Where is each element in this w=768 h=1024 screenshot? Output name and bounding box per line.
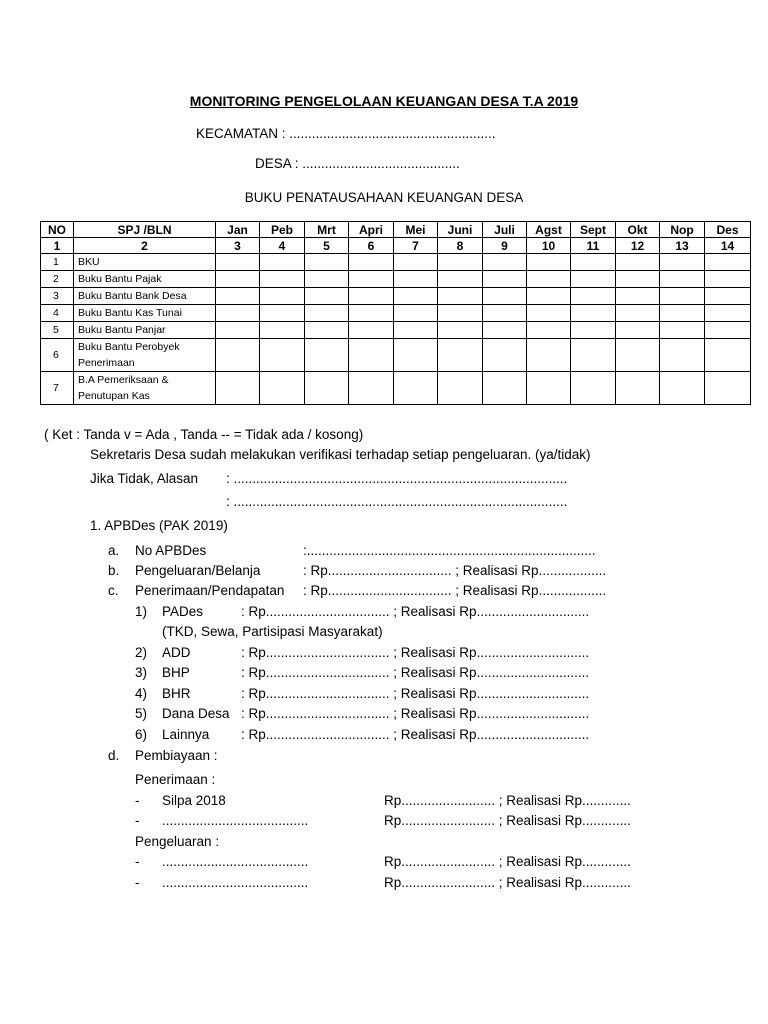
income-num: 2) [135, 645, 148, 660]
month-cell [260, 271, 305, 288]
col-number: 4 [260, 238, 305, 254]
month-cell [483, 271, 527, 288]
month-cell [483, 288, 527, 305]
financing-dash: - [135, 793, 140, 808]
row-label: B.A Pemeriksaan & Penutupan Kas [74, 372, 216, 405]
month-cell [616, 372, 660, 405]
month-cell [438, 305, 483, 322]
month-cell [660, 372, 705, 405]
month-cell [616, 254, 660, 271]
month-cell [660, 322, 705, 339]
table-title: BUKU PENATAUSAHAAN KEUANGAN DESA [244, 190, 524, 205]
month-cell [705, 322, 751, 339]
month-cell [260, 322, 305, 339]
col-number: 1 [41, 238, 74, 254]
month-cell [571, 288, 616, 305]
month-cell [483, 305, 527, 322]
verification-statement: Sekretaris Desa sudah melakukan verifikasi terhadap setiap pengeluaran. (ya/tidak) [90, 447, 591, 462]
financing-in-label: Penerimaan : [135, 772, 216, 787]
col-number: 9 [483, 238, 527, 254]
table-row [41, 372, 751, 405]
col-header: Des [705, 222, 751, 238]
row-number: 7 [41, 372, 74, 405]
col-number: 8 [438, 238, 483, 254]
apbdes-heading: 1. APBDes (PAK 2019) [90, 518, 228, 533]
month-cell [349, 372, 394, 405]
col-header: Jan [216, 222, 260, 238]
month-cell [394, 288, 438, 305]
month-cell [483, 372, 527, 405]
month-cell [394, 322, 438, 339]
month-cell [660, 271, 705, 288]
pades-note: (TKD, Sewa, Partisipasi Masyarakat) [162, 624, 383, 639]
month-cell [216, 372, 260, 405]
col-number: 7 [394, 238, 438, 254]
month-cell [394, 271, 438, 288]
col-header: NO [41, 222, 74, 238]
col-header: Apri [349, 222, 394, 238]
financing-out-label: Pengeluaran : [135, 834, 220, 849]
month-cell [216, 339, 260, 372]
col-header: Mei [394, 222, 438, 238]
month-cell [349, 305, 394, 322]
month-cell [571, 372, 616, 405]
col-header: Juli [483, 222, 527, 238]
month-cell [349, 271, 394, 288]
month-cell [705, 339, 751, 372]
monitoring-table [40, 221, 751, 405]
expenditure-label: Pengeluaran/Belanja [135, 563, 261, 578]
col-header: Mrt [305, 222, 349, 238]
reason-label: Jika Tidak, Alasan [90, 471, 199, 486]
table-row [41, 271, 751, 288]
item-letter: c. [108, 583, 119, 598]
income-num: 3) [135, 665, 148, 680]
month-cell [571, 339, 616, 372]
month-cell [438, 271, 483, 288]
col-header: Agst [527, 222, 571, 238]
month-cell [394, 254, 438, 271]
financing-dash: - [135, 813, 140, 828]
month-cell [571, 305, 616, 322]
month-cell [660, 305, 705, 322]
row-number: 5 [41, 322, 74, 339]
row-number: 1 [41, 254, 74, 271]
row-label: BKU [74, 254, 216, 271]
month-cell [260, 372, 305, 405]
month-cell [216, 305, 260, 322]
month-cell [527, 254, 571, 271]
month-cell [305, 339, 349, 372]
month-cell [483, 322, 527, 339]
col-header: Juni [438, 222, 483, 238]
row-number: 2 [41, 271, 74, 288]
month-cell [616, 339, 660, 372]
item-letter: d. [108, 748, 120, 763]
item-letter: a. [108, 543, 120, 558]
row-label: Buku Bantu Perobyek Penerimaan [74, 339, 216, 372]
income-value: : Rp................................. ; Realisasi Rp.............................. [241, 665, 590, 680]
row-label: Buku Bantu Panjar [74, 322, 216, 339]
month-cell [705, 271, 751, 288]
income-num: 1) [135, 604, 148, 619]
month-cell [394, 339, 438, 372]
financing-dash: - [135, 875, 140, 890]
income-value: : Rp................................. ; Realisasi Rp.............................. [241, 604, 590, 619]
col-header: Peb [260, 222, 305, 238]
month-cell [527, 305, 571, 322]
row-label: Buku Bantu Pajak [74, 271, 216, 288]
col-number: 11 [571, 238, 616, 254]
column-number-row [41, 238, 751, 254]
month-cell [616, 288, 660, 305]
financing-item-value: Rp......................... ; Realisasi Rp............. [384, 875, 631, 890]
col-header: Nop [660, 222, 705, 238]
month-cell [349, 288, 394, 305]
month-cell [260, 339, 305, 372]
income-value: : Rp................................. ; Realisasi Rp.............................. [241, 727, 590, 742]
col-header: Okt [616, 222, 660, 238]
reason-line: : ......................................................................................... [226, 494, 568, 509]
income-num: 4) [135, 686, 148, 701]
table-row [41, 322, 751, 339]
desa-line: DESA : .......................................... [255, 156, 460, 171]
month-cell [616, 305, 660, 322]
legend-note: ( Ket : Tanda v = Ada , Tanda -- = Tidak ada / kosong) [44, 427, 364, 442]
month-cell [394, 372, 438, 405]
month-cell [349, 339, 394, 372]
month-cell [616, 322, 660, 339]
month-cell [483, 254, 527, 271]
month-cell [216, 254, 260, 271]
month-cell [571, 271, 616, 288]
month-cell [260, 305, 305, 322]
table-row [41, 288, 751, 305]
month-cell [305, 271, 349, 288]
col-number: 3 [216, 238, 260, 254]
month-cell [660, 254, 705, 271]
month-cell [705, 288, 751, 305]
month-cell [394, 305, 438, 322]
col-number: 10 [527, 238, 571, 254]
income-label: PADes [162, 604, 204, 619]
row-number: 6 [41, 339, 74, 372]
financing-item-label: ....................................... [162, 813, 309, 828]
row-label: Buku Bantu Kas Tunai [74, 305, 216, 322]
col-header: SPJ /BLN [74, 222, 216, 238]
month-cell [438, 339, 483, 372]
apbdes-number-value: :............................................................................. [303, 543, 596, 558]
month-cell [260, 288, 305, 305]
table-header-row [41, 222, 751, 238]
col-number: 12 [616, 238, 660, 254]
income-label: ADD [162, 645, 191, 660]
financing-item-label: ....................................... [162, 854, 309, 869]
month-cell [216, 288, 260, 305]
month-cell [305, 305, 349, 322]
apbdes-number-label: No APBDes [135, 543, 207, 558]
month-cell [660, 339, 705, 372]
month-cell [305, 322, 349, 339]
income-num: 6) [135, 727, 148, 742]
col-header: Sept [571, 222, 616, 238]
revenue-label: Penerimaan/Pendapatan [135, 583, 285, 598]
financing-label: Pembiayaan : [135, 748, 218, 763]
month-cell [571, 322, 616, 339]
financing-item-label: Silpa 2018 [162, 793, 226, 808]
financing-item-value: Rp......................... ; Realisasi Rp............. [384, 854, 631, 869]
income-value: : Rp................................. ; Realisasi Rp.............................. [241, 706, 590, 721]
month-cell [527, 322, 571, 339]
row-label: Buku Bantu Bank Desa [74, 288, 216, 305]
col-number: 14 [705, 238, 751, 254]
income-value: : Rp................................. ; Realisasi Rp.............................. [241, 686, 590, 701]
month-cell [438, 254, 483, 271]
month-cell [527, 372, 571, 405]
income-label: BHR [162, 686, 191, 701]
month-cell [705, 305, 751, 322]
financing-item-value: Rp......................... ; Realisasi Rp............. [384, 813, 631, 828]
income-label: Lainnya [162, 727, 210, 742]
row-number: 4 [41, 305, 74, 322]
month-cell [216, 322, 260, 339]
row-number: 3 [41, 288, 74, 305]
month-cell [705, 254, 751, 271]
col-number: 2 [74, 238, 216, 254]
month-cell [438, 322, 483, 339]
income-label: Dana Desa [162, 706, 230, 721]
month-cell [349, 254, 394, 271]
month-cell [216, 271, 260, 288]
table-row [41, 254, 751, 271]
month-cell [305, 254, 349, 271]
month-cell [527, 288, 571, 305]
page-title: MONITORING PENGELOLAAN KEUANGAN DESA T.A 2019 [189, 93, 579, 109]
month-cell [260, 254, 305, 271]
income-label: BHP [162, 665, 190, 680]
month-cell [616, 271, 660, 288]
col-number: 6 [349, 238, 394, 254]
month-cell [571, 254, 616, 271]
table-row [41, 305, 751, 322]
month-cell [305, 372, 349, 405]
financing-dash: - [135, 854, 140, 869]
month-cell [438, 288, 483, 305]
month-cell [305, 288, 349, 305]
kecamatan-line: KECAMATAN : ....................................................... [196, 126, 496, 141]
col-number: 5 [305, 238, 349, 254]
table-row [41, 339, 751, 372]
month-cell [349, 322, 394, 339]
col-number: 13 [660, 238, 705, 254]
financing-item-label: ....................................... [162, 875, 309, 890]
month-cell [660, 288, 705, 305]
revenue-value: : Rp................................. ; Realisasi Rp.................. [303, 583, 607, 598]
income-value: : Rp................................. ; Realisasi Rp.............................. [241, 645, 590, 660]
reason-line: : ......................................................................................... [226, 471, 568, 486]
month-cell [483, 339, 527, 372]
month-cell [705, 372, 751, 405]
month-cell [527, 271, 571, 288]
income-num: 5) [135, 706, 148, 721]
financing-item-value: Rp......................... ; Realisasi Rp............. [384, 793, 631, 808]
item-letter: b. [108, 563, 120, 578]
month-cell [527, 339, 571, 372]
month-cell [438, 372, 483, 405]
expenditure-value: : Rp................................. ; Realisasi Rp.................. [303, 563, 607, 578]
